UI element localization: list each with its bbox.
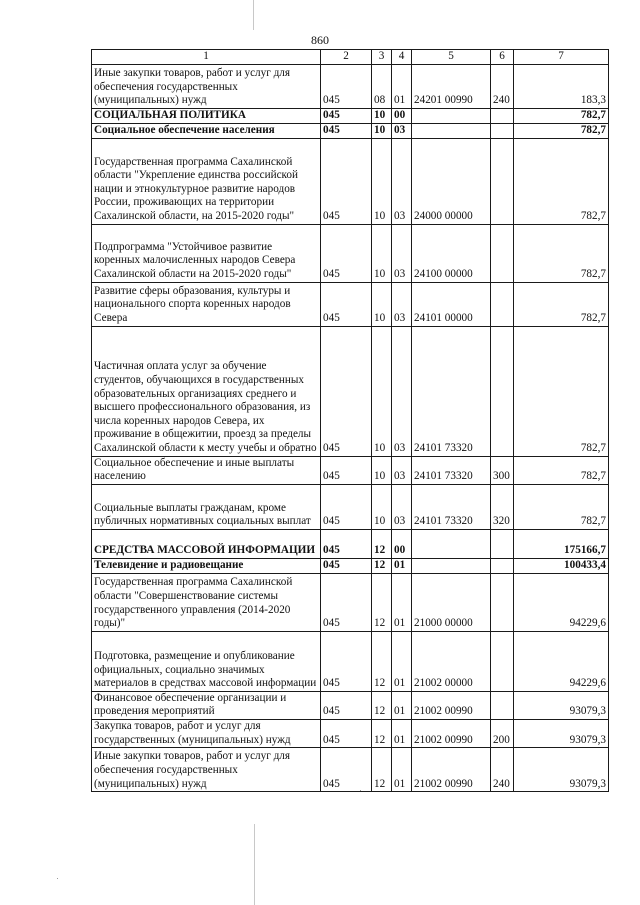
subsection-code: 03 [392,484,412,529]
table-row [92,573,609,631]
subsection-code: 03 [392,282,412,326]
item-name: Частичная оплата услуг за обучение студентов, обучающихся в государственных образовательных организациях среднего и высшего профессионального образования, из числа коренных народов Севера, их проживание в общежитии, проезд за пределы Сахалинской области к месту учебы и обратно [92,326,321,456]
section-code: 10 [372,484,392,529]
section-code: 12 [372,529,392,558]
expense-type-code [491,123,514,138]
column-header: 3 [372,50,392,65]
expense-type-code [491,691,514,719]
item-name: Телевидение и радиовещание [92,558,321,573]
section-code: 12 [372,691,392,719]
expense-type-code: 240 [491,748,514,792]
item-name: СРЕДСТВА МАССОВОЙ ИНФОРМАЦИИ [92,529,321,558]
subsection-code: 00 [392,109,412,124]
item-name: СОЦИАЛЬНАЯ ПОЛИТИКА [92,109,321,124]
amount: 782,7 [514,109,609,124]
item-name: Подпрограмма "Устойчивое развитие коренных малочисленных народов Севера Сахалинской области на 2015-2020 годы" [92,224,321,282]
ministry-code: 045 [321,123,372,138]
ministry-code: 045 [321,326,372,456]
item-name: Социальное обеспечение населения [92,123,321,138]
target-article-code: 24101 73320 [412,484,491,529]
item-name: Государственная программа Сахалинской области "Совершенствование системы государственного управления (2014-2020 годы)" [92,573,321,631]
section-code: 12 [372,748,392,792]
scan-line [253,0,254,30]
section-code: 10 [372,282,392,326]
section-code: 08 [372,65,392,109]
table-row [92,529,609,558]
amount: 782,7 [514,456,609,484]
table-row [92,282,609,326]
ministry-code: 045 [321,456,372,484]
subsection-code: 03 [392,138,412,224]
column-header: 5 [412,50,491,65]
column-header: 6 [491,50,514,65]
item-name: Социальные выплаты гражданам, кроме публичных нормативных социальных выплат [92,484,321,529]
item-name: Иные закупки товаров, работ и услуг для обеспечения государственных (муниципальных) нужд [92,748,321,792]
subsection-code: 01 [392,558,412,573]
section-code: 10 [372,123,392,138]
subsection-code: 03 [392,123,412,138]
target-article-code [412,123,491,138]
target-article-code [412,109,491,124]
section-code: 12 [372,719,392,747]
subsection-code: 00 [392,529,412,558]
ministry-code: 045 [321,719,372,747]
ministry-code: 045 [321,748,372,792]
target-article-code: 24101 00000 [412,282,491,326]
subsection-code: 03 [392,456,412,484]
table-row [92,691,609,719]
ministry-code: 045 [321,529,372,558]
table-row [92,109,609,124]
table-row [92,138,609,224]
scan-speck [360,790,361,791]
expense-type-code [491,138,514,224]
subsection-code: 01 [392,719,412,747]
table-row [92,224,609,282]
item-name: Государственная программа Сахалинской области "Укрепление единства российской нации и этнокультурное развитие народов России, проживающих на территории Сахалинской области, на 2015-2020 годы" [92,138,321,224]
table-row [92,558,609,573]
column-header: 4 [392,50,412,65]
table-row [92,748,609,792]
amount: 782,7 [514,326,609,456]
table-row [92,123,609,138]
amount: 93079,3 [514,691,609,719]
table-row [92,456,609,484]
ministry-code: 045 [321,65,372,109]
section-code: 12 [372,631,392,691]
column-header: 7 [514,50,609,65]
amount: 782,7 [514,282,609,326]
expense-type-code: 320 [491,484,514,529]
table-row [92,65,609,109]
subsection-code: 01 [392,631,412,691]
amount: 782,7 [514,138,609,224]
target-article-code: 21002 00990 [412,748,491,792]
column-header-row [92,50,609,65]
target-article-code: 24101 73320 [412,456,491,484]
item-name: Финансовое обеспечение организации и проведения мероприятий [92,691,321,719]
target-article-code: 24000 00000 [412,138,491,224]
target-article-code: 21002 00990 [412,691,491,719]
amount: 94229,6 [514,573,609,631]
ministry-code: 045 [321,282,372,326]
subsection-code: 01 [392,691,412,719]
target-article-code [412,558,491,573]
ministry-code: 045 [321,691,372,719]
target-article-code: 24201 00990 [412,65,491,109]
expense-type-code [491,224,514,282]
target-article-code [412,529,491,558]
expense-type-code [491,282,514,326]
expense-type-code [491,558,514,573]
target-article-code: 21002 00990 [412,719,491,747]
section-code: 10 [372,109,392,124]
subsection-code: 03 [392,224,412,282]
subsection-code: 01 [392,748,412,792]
expense-type-code [491,109,514,124]
column-header: 2 [321,50,372,65]
item-name: Подготовка, размещение и опубликование официальных, социально значимых материалов в средствах массовой информации [92,631,321,691]
section-code: 10 [372,326,392,456]
section-code: 10 [372,138,392,224]
scan-line [254,824,255,905]
budget-table [91,49,609,792]
ministry-code: 045 [321,484,372,529]
target-article-code: 24101 73320 [412,326,491,456]
column-header: 1 [92,50,321,65]
item-name: Социальное обеспечение и иные выплаты населению [92,456,321,484]
ministry-code: 045 [321,558,372,573]
ministry-code: 045 [321,631,372,691]
subsection-code: 01 [392,65,412,109]
ministry-code: 045 [321,573,372,631]
section-code: 10 [372,224,392,282]
page-number: 860 [311,33,329,47]
expense-type-code [491,631,514,691]
expense-type-code: 240 [491,65,514,109]
section-code: 10 [372,456,392,484]
section-code: 12 [372,558,392,573]
expense-type-code: 200 [491,719,514,747]
ministry-code: 045 [321,138,372,224]
amount: 183,3 [514,65,609,109]
table-row [92,326,609,456]
table-row [92,631,609,691]
item-name: Закупка товаров, работ и услуг для государственных (муниципальных) нужд [92,719,321,747]
target-article-code: 24100 00000 [412,224,491,282]
table-row [92,484,609,529]
expense-type-code: 300 [491,456,514,484]
ministry-code: 045 [321,224,372,282]
target-article-code: 21000 00000 [412,573,491,631]
subsection-code: 03 [392,326,412,456]
item-name: Развитие сферы образования, культуры и национального спорта коренных народов Севера [92,282,321,326]
section-code: 12 [372,573,392,631]
amount: 782,7 [514,484,609,529]
expense-type-code [491,326,514,456]
amount: 782,7 [514,123,609,138]
expense-type-code [491,529,514,558]
amount: 93079,3 [514,748,609,792]
subsection-code: 01 [392,573,412,631]
table-row [92,719,609,747]
amount: 93079,3 [514,719,609,747]
amount: 94229,6 [514,631,609,691]
amount: 782,7 [514,224,609,282]
ministry-code: 045 [321,109,372,124]
amount: 100433,4 [514,558,609,573]
scan-speck [57,878,58,879]
target-article-code: 21002 00000 [412,631,491,691]
item-name: Иные закупки товаров, работ и услуг для обеспечения государственных (муниципальных) нужд [92,65,321,109]
expense-type-code [491,573,514,631]
amount: 175166,7 [514,529,609,558]
